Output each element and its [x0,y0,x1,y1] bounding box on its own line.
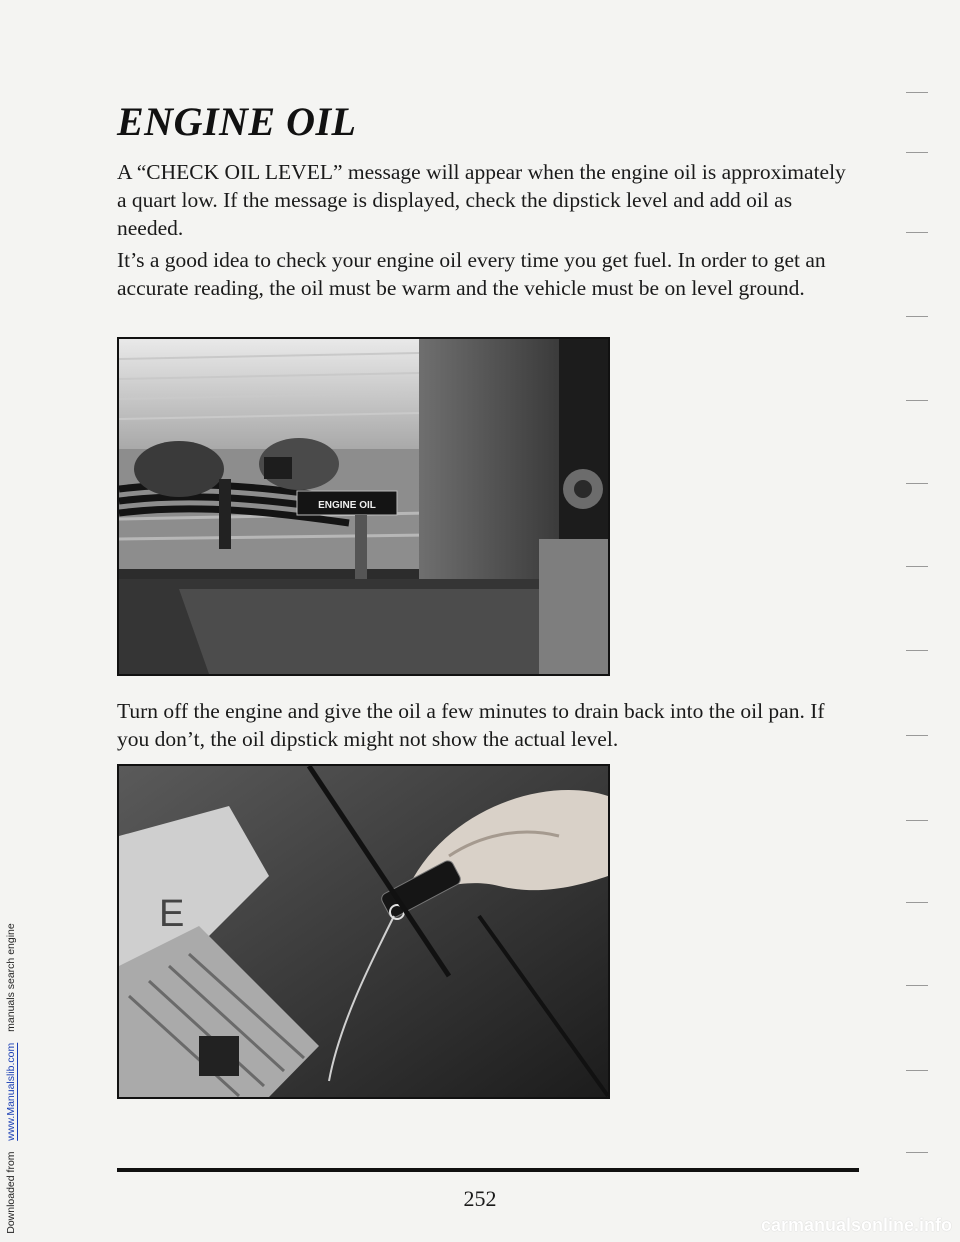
edge-tick [906,735,928,736]
page-title: ENGINE OIL [117,99,357,144]
edge-tick [906,1070,928,1071]
svg-text:E: E [159,893,185,935]
engine-oil-cap-photo [117,337,610,676]
edge-tick [906,483,928,484]
edge-tick [906,650,928,651]
edge-tick [906,820,928,821]
manualslib-link[interactable]: www.Manualslib.com [5,1042,17,1141]
edge-tick [906,316,928,317]
dipstick-photo [117,764,610,1099]
paragraph-check-every-fuel: It’s a good idea to check your engine oil every time you get fuel. In order to get an accurate reading, the oil must be warm and the vehicle must be on level ground. [117,248,826,300]
edge-tick [906,92,928,93]
side-credit-suffix: manuals search engine [5,923,17,1035]
side-credit [2,0,20,1242]
edge-tick [906,152,928,153]
page-number: 252 [463,1186,497,1211]
footer-watermark: carmanualsonline.info [760,1215,952,1235]
footer-rule [117,1168,859,1172]
paragraph-turn-off-engine: Turn off the engine and give the oil a few minutes to drain back into the oil pan. If you don’t, the oil dipstick might not show the actual level. [117,699,825,751]
edge-tick [906,566,928,567]
side-credit-prefix: Downloaded from [5,1148,17,1234]
edge-tick [906,902,928,903]
oil-cap-label: ENGINE OIL [318,500,376,511]
edge-tick [906,232,928,233]
paragraph-check-oil-message: A “CHECK OIL LEVEL” message will appear when the engine oil is approximately a quart low. If the message is displayed, check the dipstick level and add oil as needed. [117,160,846,240]
edge-tick [906,1152,928,1153]
edge-tick [906,985,928,986]
edge-tick [906,400,928,401]
